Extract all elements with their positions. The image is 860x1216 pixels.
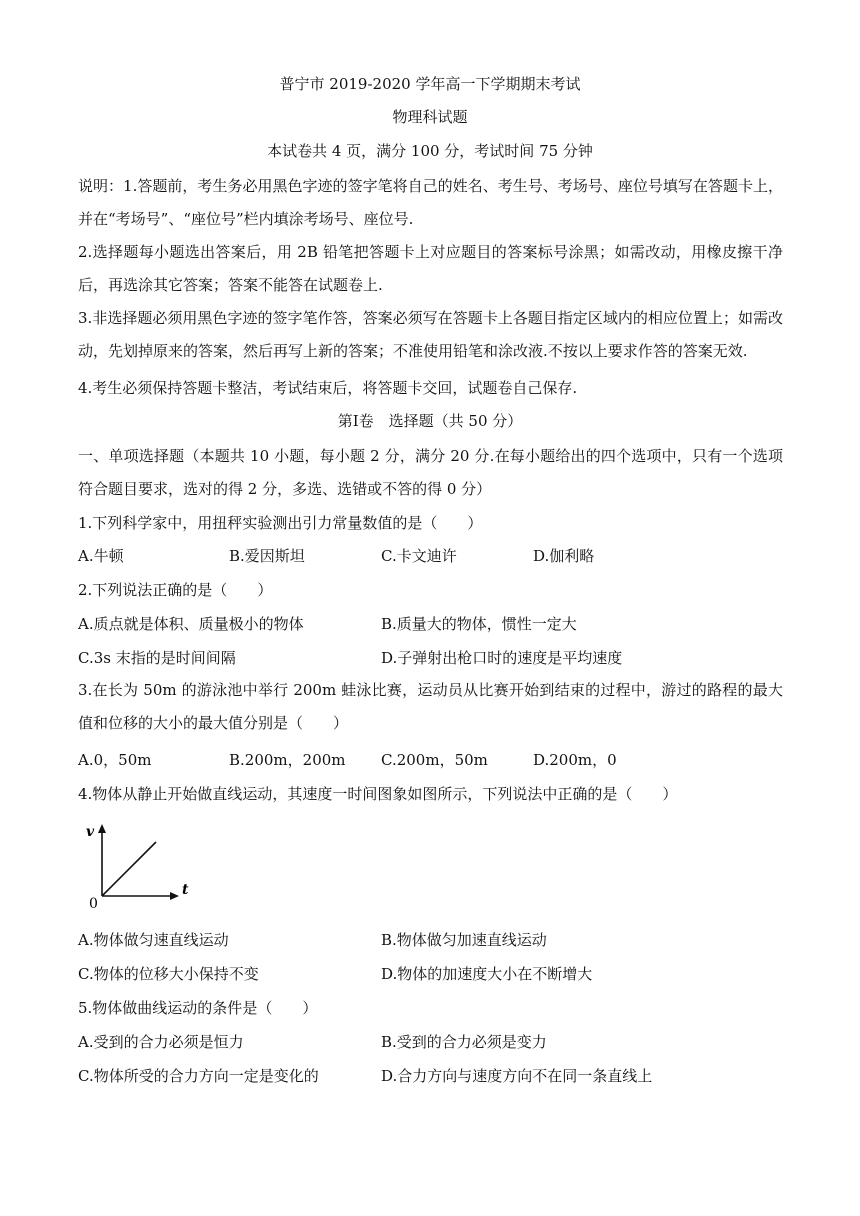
v-axis-arrow [98,824,106,833]
question-2-option-d: D.子弹射出枪口时的速度是平均速度 [381,649,623,667]
question-4-option-a: A.物体做匀速直线运动 [78,931,229,949]
question-3-option-d: D.200m，0 [533,751,617,769]
section-title: 第Ⅰ卷 选择题（共 50 分） [337,412,523,430]
t-axis-arrow [170,892,179,900]
question-1-option-c: C.卡文迪许 [381,547,457,565]
question-3-option-a: A.0，50m [78,751,152,769]
question-3-stem: 3.在长为 50m 的游泳池中举行 200m 蛙泳比赛，运动员从比赛开始到结束的过程中，游过的路程的最大值和位移的大小的最大值分别是（ ） [78,681,783,732]
question-4-option-b: B.物体做匀加速直线运动 [381,931,547,949]
question-1-option-b: B.爱因斯坦 [229,547,305,565]
question-3-option-b: B.200m，200m [229,751,346,769]
question-4-option-d: D.物体的加速度大小在不断增大 [381,965,593,983]
question-2-stem: 2.下列说法正确的是（ ） [78,581,273,599]
question-5-option-a: A.受到的合力必须是恒力 [78,1033,244,1051]
question-2-option-a: A.质点就是体积、质量极小的物体 [78,615,304,633]
question-1-stem: 1.下列科学家中，用扭秤实验测出引力常量数值的是（ ） [78,514,483,532]
v-axis-label: v [86,824,95,840]
question-5-option-c: C.物体所受的合力方向一定是变化的 [78,1067,319,1085]
instruction-2: 2.选择题每小题选出答案后，用 2B 铅笔把答题卡上对应题目的答案标号涂黑；如需改动，用橡皮擦干净后，再选涂其它答案；答案不能答在试题卷上. [78,243,783,294]
exam-title: 普宁市 2019-2020 学年高一下学期期末考试 [279,75,581,93]
exam-info: 本试卷共 4 页，满分 100 分，考试时间 75 分钟 [267,142,593,160]
question-4-option-c: C.物体的位移大小保持不变 [78,965,259,983]
question-5-option-d: D.合力方向与速度方向不在同一条直线上 [381,1067,653,1085]
velocity-line [102,842,156,896]
part-title: 一、单项选择题（本题共 10 小题，每小题 2 分，满分 20 分.在每小题给出的四个选项中，只有一个选项符合题目要求，选对的得 2 分，多选、选错或不答的得 0 分） [78,447,783,498]
question-1-option-a: A.牛顿 [78,547,124,565]
question-5-option-b: B.受到的合力必须是变力 [381,1033,547,1051]
instruction-4: 4.考生必须保持答题卡整洁，考试结束后，将答题卡交回，试题卷自己保存. [78,379,578,397]
question-3-option-c: C.200m，50m [381,751,488,769]
question-4-stem: 4.物体从静止开始做直线运动，其速度一时间图象如图所示，下列说法中正确的是（ ） [78,785,678,803]
velocity-time-graph [86,822,206,912]
origin-label: 0 [89,896,98,912]
question-2-option-b: B.质量大的物体，惯性一定大 [381,615,577,633]
instruction-3: 3.非选择题必须用黑色字迹的签字笔作答，答案必须写在答题卡上各题目指定区域内的相应位置上；如需改动，先划掉原来的答案，然后再写上新的答案；不准使用铅笔和涂改液.不按以上要求作答的答案无效. [78,309,783,360]
t-axis-label: t [182,882,189,898]
question-1-option-d: D.伽利略 [533,547,595,565]
question-2-option-c: C.3s 末指的是时间间隔 [78,649,236,667]
instruction-1: 说明：1.答题前，考生务必用黑色字迹的签字笔将自己的姓名、考生号、考场号、座位号填写在答题卡上，并在“考场号”、“座位号”栏内填涂考场号、座位号. [78,177,783,228]
question-5-stem: 5.物体做曲线运动的条件是（ ） [78,999,318,1017]
subject-title: 物理科试题 [392,108,468,126]
